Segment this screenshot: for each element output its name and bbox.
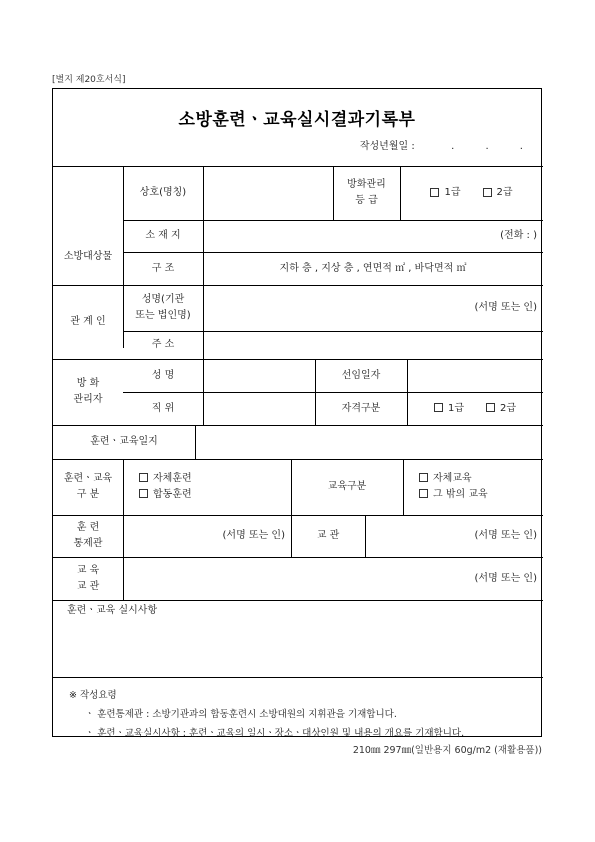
grade-2-label: 2급 bbox=[496, 187, 513, 198]
manager-position-input[interactable] bbox=[203, 392, 315, 425]
qual-2-checkbox[interactable] bbox=[486, 403, 495, 412]
phone-field[interactable]: (전화 : ) bbox=[500, 230, 537, 241]
other-edu-label: 그 밖의 교육 bbox=[433, 489, 488, 500]
date-dots: . . . bbox=[451, 141, 537, 152]
qual-1-checkbox[interactable] bbox=[434, 403, 443, 412]
form-title: 소방훈련ㆍ교육실시결과기록부 bbox=[178, 110, 416, 130]
fire-target-section-label: 소방대상물 bbox=[63, 251, 113, 262]
fire-manager-section-label: 방 화 관리자 bbox=[73, 378, 103, 405]
guide-line-1: ㆍ 훈련통제관 : 소방기관과의 합동훈련시 소방대원의 지휘관을 기재합니다. bbox=[85, 709, 397, 720]
related-address-input[interactable] bbox=[203, 331, 543, 359]
date-label: 작성년월일 : bbox=[359, 141, 415, 152]
structure-label: 구 조 bbox=[151, 262, 175, 274]
guide-line-2: ㆍ 훈련ㆍ교육실시사항 : 훈련ㆍ교육의 일시ㆍ장소ㆍ대상인원 및 내용의 개요를 기재합니다. bbox=[85, 728, 465, 739]
self-edu-checkbox[interactable] bbox=[419, 473, 428, 482]
appoint-date-input[interactable] bbox=[407, 359, 543, 392]
related-name-label: 성명(기관 또는 법인명) bbox=[135, 294, 191, 321]
edu-instructor-signature-field[interactable]: (서명 또는 인) bbox=[474, 572, 537, 584]
self-edu-label: 자체교육 bbox=[433, 473, 472, 484]
controller-signature-field[interactable]: (서명 또는 인) bbox=[222, 530, 285, 541]
related-person-section-label: 관 계 인 bbox=[70, 316, 106, 327]
details-input[interactable] bbox=[53, 622, 543, 677]
grade-label: 방화관리 등 급 bbox=[347, 179, 386, 206]
manager-name-label: 성 명 bbox=[151, 369, 175, 381]
qual-2-label: 2급 bbox=[500, 402, 517, 414]
other-edu-checkbox[interactable] bbox=[419, 489, 428, 498]
grade-1-checkbox[interactable] bbox=[430, 188, 439, 197]
manager-position-label: 직 위 bbox=[151, 402, 175, 414]
qual-1-label: 1급 bbox=[447, 402, 464, 414]
self-training-label: 자체훈련 bbox=[153, 473, 192, 484]
edu-type-options bbox=[403, 459, 543, 515]
related-address-label: 주 소 bbox=[151, 339, 175, 350]
appoint-date-label: 선임일자 bbox=[341, 369, 381, 381]
training-type-options bbox=[123, 459, 291, 515]
grade-1-label: 1급 bbox=[444, 187, 461, 198]
controller-label: 훈 련 통제관 bbox=[73, 522, 103, 549]
qualification-label: 자격구분 bbox=[341, 402, 381, 414]
training-date-input[interactable] bbox=[195, 425, 543, 459]
manager-name-input[interactable] bbox=[203, 359, 315, 392]
date-line bbox=[360, 137, 537, 152]
joint-training-label: 합동훈련 bbox=[153, 489, 192, 500]
self-training-checkbox[interactable] bbox=[139, 473, 148, 482]
qualification-options bbox=[407, 392, 543, 425]
grade-options bbox=[400, 166, 543, 220]
form-number: [별지 제20호서식] bbox=[52, 75, 126, 85]
writing-guide bbox=[69, 686, 464, 743]
training-date-label: 훈련ㆍ교육일지 bbox=[90, 436, 158, 447]
address-label: 소 재 지 bbox=[145, 230, 181, 241]
record-form bbox=[52, 88, 542, 737]
name-input[interactable] bbox=[203, 166, 333, 220]
instructor-signature-field[interactable]: (서명 또는 인) bbox=[474, 530, 537, 541]
edu-instructor-label: 교 육 교 관 bbox=[76, 564, 100, 592]
name-label: 상호(명칭) bbox=[139, 187, 187, 198]
joint-training-checkbox[interactable] bbox=[139, 489, 148, 498]
training-type-label: 훈련ㆍ교육 구 분 bbox=[63, 473, 113, 500]
details-label: 훈련ㆍ교육 실시사항 bbox=[67, 605, 158, 616]
structure-value[interactable]: 지하 층 , 지상 층 , 연면적 ㎡ , 바닥면적 ㎡ bbox=[279, 262, 467, 274]
edu-type-label: 교육구분 bbox=[327, 481, 367, 492]
paper-spec: 210㎜ 297㎜(일반용지 60g/m2 (재활용품)) bbox=[352, 745, 542, 756]
related-signature-field[interactable]: (서명 또는 인) bbox=[474, 302, 537, 313]
guide-heading: ※ 작성요령 bbox=[69, 690, 117, 701]
instructor-label: 교 관 bbox=[316, 530, 340, 541]
grade-2-checkbox[interactable] bbox=[483, 188, 492, 197]
